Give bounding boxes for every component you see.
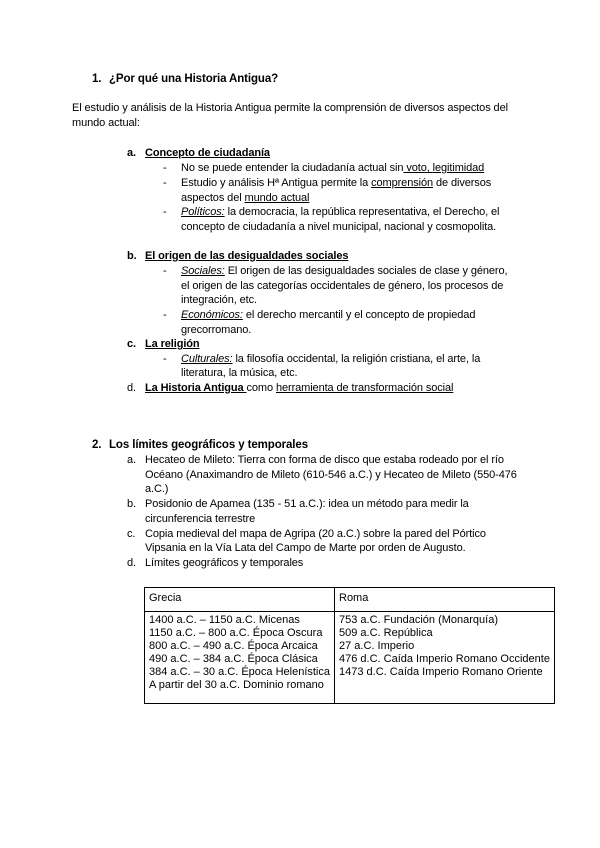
section-1-number: 1.	[92, 73, 102, 85]
list-item-historia-herramienta	[145, 381, 453, 395]
underlined-legitimidad: legitimidad	[432, 162, 485, 174]
text: El origen de las desigualdades sociales de clase y género,	[224, 265, 508, 277]
text: como	[246, 382, 276, 394]
grecia-period: 800 a.C. – 490 a.C. Época Arcaica	[149, 640, 318, 652]
roma-period: 509 a.C. República	[339, 627, 433, 639]
item-hecateo-line1: Hecateo de Mileto: Tierra con forma de disco que estaba rodeado por el río	[145, 454, 504, 466]
item-agripa-line1: Copia medieval del mapa de Agripa (20 a.C.) sobre la pared del Pórtico	[145, 528, 486, 540]
table-row	[145, 612, 555, 704]
roma-period: 1473 d.C. Caída Imperio Romano Oriente	[339, 666, 543, 678]
heading-religion: La religión	[145, 338, 200, 350]
dash: -	[163, 162, 167, 174]
table-header-row	[145, 588, 555, 612]
list-letter-c: c.	[127, 338, 136, 350]
text: la filosofía occidental, la religión cristiana, el arte, la	[232, 353, 481, 365]
list-letter-2b: b.	[127, 498, 136, 510]
cell-roma	[335, 612, 555, 704]
grecia-period: A partir del 30 a.C. Dominio romano	[149, 679, 324, 691]
list-item-politicos-line2: concepto de ciudadanía a nivel municipal, nacional y cosmopolita.	[181, 221, 497, 233]
list-letter-2a: a.	[127, 454, 136, 466]
list-item-culturales-line2: literatura, la música, etc.	[181, 367, 298, 379]
text: Estudio y análisis Hª Antigua permite la	[181, 177, 372, 189]
item-hecateo-line2: Océano (Anaximandro de Mileto (610-546 a.C.) y Hecateo de Mileto (550-476	[145, 469, 517, 481]
list-item-ciudadania-2-line1	[181, 176, 491, 190]
section-2-title: Los límites geográficos y temporales	[109, 439, 308, 451]
item-limites: Límites geográficos y temporales	[145, 557, 304, 569]
dash: -	[163, 265, 167, 277]
limits-table	[144, 587, 555, 704]
list-item-economicos-line1	[181, 308, 475, 322]
list-letter-2d: d.	[127, 557, 136, 569]
grecia-period: 1400 a.C. – 1150 a.C. Micenas	[149, 614, 300, 626]
dash: -	[163, 206, 167, 218]
list-letter-a: a.	[127, 147, 136, 159]
list-item-sociales-line2: el origen de las categorías occidentales de género, los procesos de	[181, 280, 504, 292]
list-letter-b: b.	[127, 250, 137, 262]
list-item-culturales-line1	[181, 352, 480, 366]
heading-ciudadania: Concepto de ciudadanía	[145, 147, 270, 159]
text: de diversos	[433, 177, 492, 189]
intro-line-2: mundo actual:	[72, 117, 140, 129]
text: la democracia, la república representativa, el Derecho, el	[224, 206, 500, 218]
underlined-voto: voto	[403, 162, 427, 174]
section-2-number: 2.	[92, 439, 102, 451]
dash: -	[163, 177, 167, 189]
text: aspectos del	[181, 192, 245, 204]
label-sociales: Sociales:	[181, 265, 225, 277]
grecia-period: 1150 a.C. – 800 a.C. Época Oscura	[149, 627, 323, 639]
label-culturales: Culturales:	[181, 353, 233, 365]
label-economicos: Económicos:	[181, 309, 243, 321]
underlined-comprension: comprensión	[371, 177, 434, 189]
list-item-sociales-line3: integración, etc.	[181, 294, 257, 306]
header-grecia: Grecia	[145, 588, 335, 612]
item-posidonio-line1: Posidonio de Apamea (135 - 51 a.C.): idea un método para medir la	[145, 498, 469, 510]
text: No se puede entender la ciudadanía actual sin	[181, 162, 404, 174]
item-posidonio-line2: circunferencia terrestre	[145, 513, 256, 525]
cell-grecia	[145, 612, 335, 704]
underlined-mundo-actual: mundo actual	[244, 192, 310, 204]
section-1-title: ¿Por qué una Historia Antigua?	[109, 73, 279, 85]
intro-line-1: El estudio y análisis de la Historia Antigua permite la comprensión de diversos aspectos del	[72, 102, 508, 114]
dash: -	[163, 309, 167, 321]
list-item-ciudadania-1	[181, 161, 484, 175]
list-item-sociales-line1	[181, 264, 507, 278]
roma-period: 27 a.C. Imperio	[339, 640, 415, 652]
label-politicos: Políticos:	[181, 206, 225, 218]
list-item-ciudadania-2-line2	[181, 191, 309, 205]
separator: ,	[426, 162, 433, 174]
underlined-herramienta: herramienta de transformación social	[275, 382, 454, 394]
text: el derecho mercantil y el concepto de propiedad	[242, 309, 476, 321]
list-item-economicos-line2: grecorromano.	[181, 324, 252, 336]
list-letter-2c: c.	[127, 528, 136, 540]
item-hecateo-line3: a.C.)	[145, 483, 169, 495]
item-agripa-line2: Vipsania en la Vía Lata del Campo de Marte por orden de Augusto.	[145, 542, 466, 554]
grecia-period: 490 a.C. – 384 a.C. Época Clásica	[149, 653, 318, 665]
list-item-politicos-line1	[181, 205, 499, 219]
dash: -	[163, 353, 167, 365]
heading-historia-antigua: La Historia Antigua	[145, 382, 247, 394]
heading-desigualdades: El origen de las desigualdades sociales	[145, 250, 349, 262]
list-letter-d: d.	[127, 382, 136, 394]
header-roma: Roma	[335, 588, 555, 612]
grecia-period: 384 a.C. – 30 a.C. Época Helenística	[149, 666, 330, 678]
roma-period: 753 a.C. Fundación (Monarquía)	[339, 614, 498, 626]
roma-period: 476 d.C. Caída Imperio Romano Occidente	[339, 653, 550, 665]
